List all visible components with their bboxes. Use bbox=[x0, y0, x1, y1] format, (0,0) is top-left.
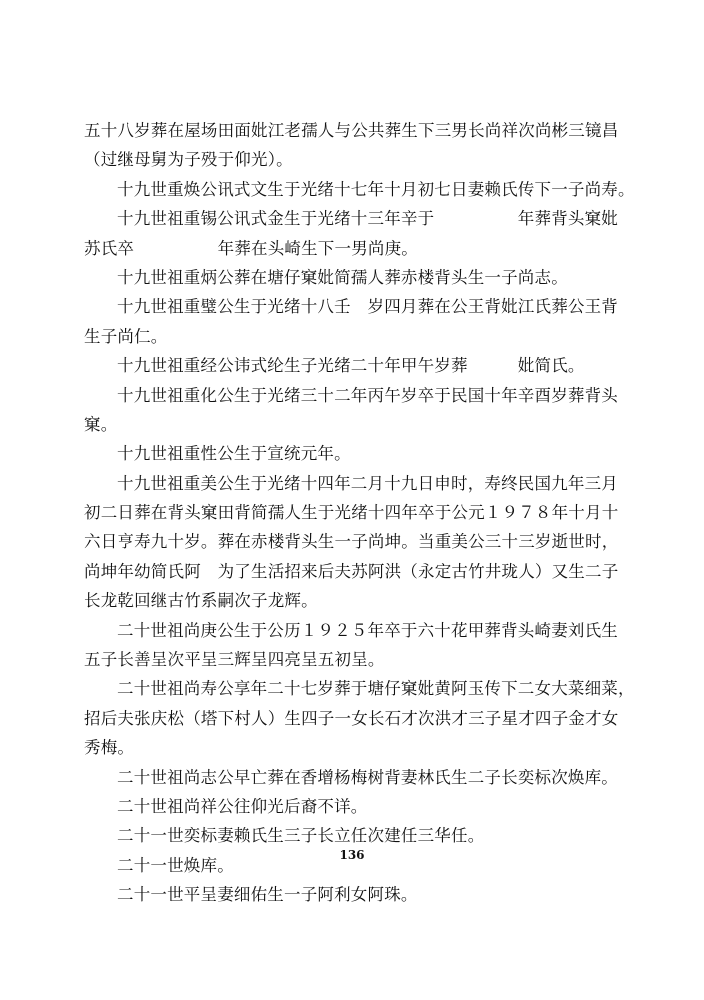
page-number: 136 bbox=[339, 848, 365, 862]
text-line: 初二日葬在背头窠田背简孺人生于光绪十四年卒于公元１９７８年十月十 bbox=[84, 503, 619, 523]
text-line: 十九世重焕公讯式文生于光绪十七年十月初七日妻赖氏传下一子尚寿。 bbox=[117, 179, 635, 199]
text-line: 二十一世奕标妻赖氏生三子长立任次建任三华任。 bbox=[117, 826, 485, 846]
text-line: 十九世祖重经公讳式纶生子光绪二十年甲午岁葬 妣简氏。 bbox=[117, 356, 585, 376]
text-line: 二十世祖尚志公早亡葬在香增杨梅树背妻林氏生二子长奕标次焕库。 bbox=[117, 767, 618, 787]
text-line: 招后夫张庆松（塔下村人）生四子一女长石才次洪才三子星才四子金才女 bbox=[84, 708, 619, 728]
text-line: 二十一世焕库。 bbox=[117, 855, 234, 875]
text-line: 十九世祖重性公生于宣统元年。 bbox=[117, 444, 351, 464]
text-line: 秀梅。 bbox=[84, 738, 135, 758]
text-line: 窠。 bbox=[84, 414, 118, 434]
text-line: 十九世祖重化公生于光绪三十二年丙午岁卒于民国十年辛酉岁葬背头 bbox=[117, 385, 618, 405]
text-line: 六日亨寿九十岁。葬在赤楼背头生一子尚坤。当重美公三十三岁逝世时， bbox=[84, 532, 619, 552]
text-line: 十九世祖重美公生于光绪十四年二月十九日申时，寿终民国九年三月 bbox=[117, 473, 618, 493]
text-line: 十九世祖重炳公葬在塘仔窠妣简孺人葬赤楼背头生一子尚志。 bbox=[117, 267, 568, 287]
body-text bbox=[84, 116, 644, 910]
text-line: 生子尚仁。 bbox=[84, 326, 168, 346]
text-line: 苏氏卒 年葬在头崎生下一男尚庚。 bbox=[84, 238, 418, 258]
text-line: 二十世祖尚庚公生于公历１９２５年卒于六十花甲葬背头崎妻刘氏生 bbox=[117, 620, 618, 640]
text-line: 二十世祖尚祥公往仰光后裔不详。 bbox=[117, 796, 368, 816]
text-line: 尚坤年幼简氏阿 为了生活招来后夫苏阿洪（永定古竹井珑人）又生二子 bbox=[84, 561, 619, 581]
text-line: 二十一世平呈妻细佑生一子阿利女阿珠。 bbox=[117, 885, 418, 905]
text-line: 五十八岁葬在屋场田面妣江老孺人与公共葬生下三男长尚祥次尚彬三镜昌 bbox=[84, 121, 619, 140]
text-line: 二十世祖尚寿公享年二十七岁葬于塘仔窠妣黄阿玉传下二女大菜细菜， bbox=[117, 679, 635, 699]
text-line: 十九世祖重璧公生于光绪十八壬 岁四月葬在公王背妣江氏葬公王背 bbox=[117, 297, 618, 317]
text-line: 十九世祖重锡公讯式金生于光绪十三年辛于 年葬背头窠妣 bbox=[117, 209, 618, 229]
text-line: 五子长善呈次平呈三辉呈四亮呈五初呈。 bbox=[84, 650, 385, 670]
text-line: 长龙乾回继古竹系嗣次子龙辉。 bbox=[84, 591, 318, 611]
text-line: （过继母舅为子殁于仰光）。 bbox=[84, 150, 293, 170]
